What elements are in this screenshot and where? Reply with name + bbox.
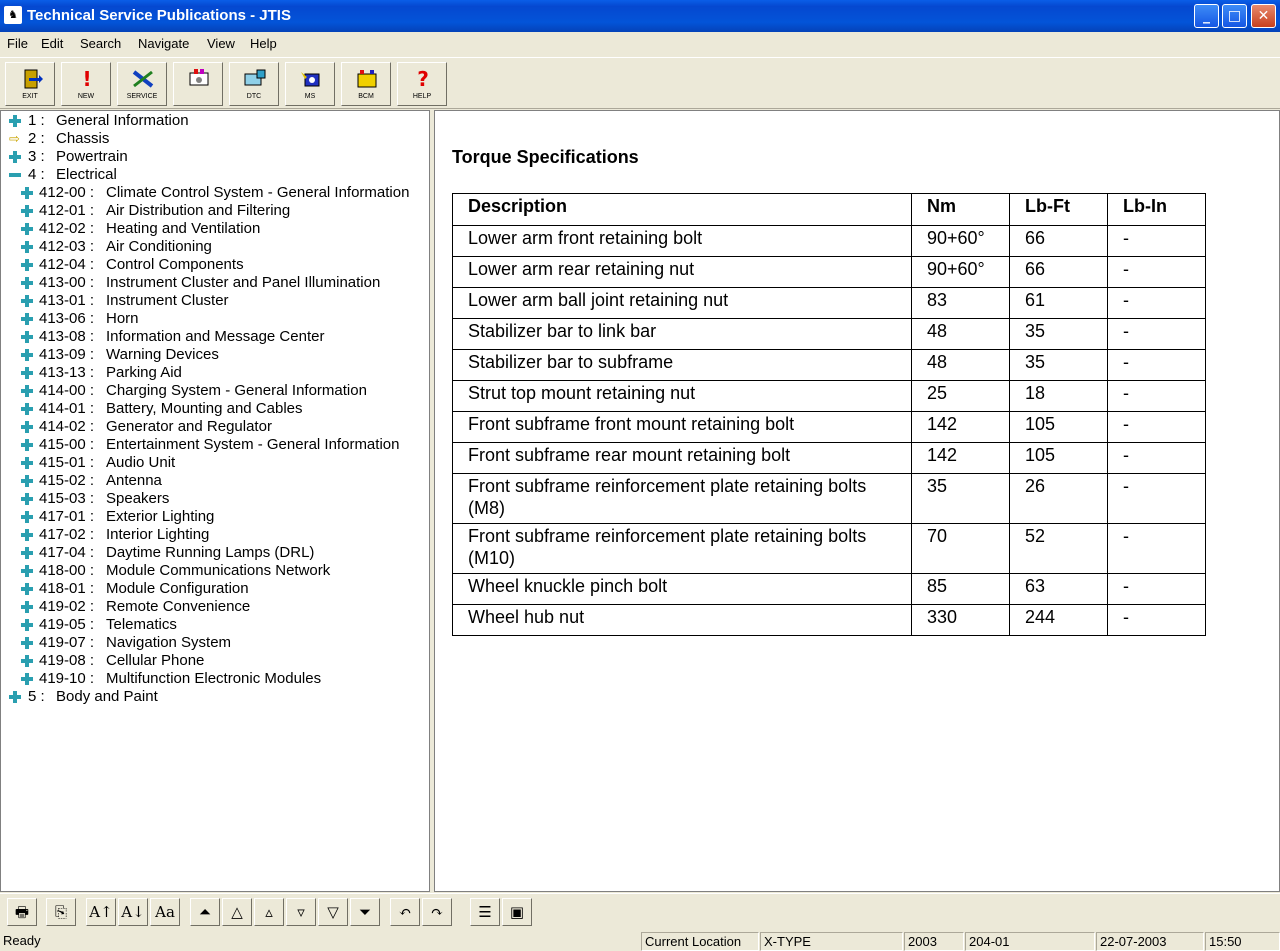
status-section: 204-01: [965, 932, 1095, 951]
tree-node-code: 413-06 :: [39, 310, 95, 327]
document-button[interactable]: [470, 898, 500, 926]
tree-node-child[interactable]: [1, 328, 429, 346]
cell-lbft: 244: [1010, 605, 1108, 636]
tree-node-label: Information and Message Center: [106, 328, 325, 345]
tree-node-label: Air Conditioning: [106, 238, 212, 255]
cell-description: Lower arm front retaining bolt: [453, 226, 912, 257]
cell-lbin: -: [1108, 412, 1206, 443]
dtc-scanner-icon: [243, 68, 267, 90]
back-icon: ↶: [398, 903, 412, 921]
ms-button[interactable]: [285, 62, 335, 106]
expand-plus-icon[interactable]: [21, 583, 33, 595]
cell-lbft: 63: [1010, 574, 1108, 605]
tree-node-label: Air Distribution and Filtering: [106, 202, 291, 219]
expand-plus-icon[interactable]: [21, 619, 33, 631]
engine-button[interactable]: [173, 62, 223, 106]
back-button[interactable]: [390, 898, 420, 926]
cell-nm: 48: [912, 319, 1010, 350]
tree-node-label: Daytime Running Lamps (DRL): [106, 544, 315, 561]
tree-node-root[interactable]: [1, 148, 429, 166]
tree-node-code: 419-05 :: [39, 616, 95, 633]
copy-icon: ⎘: [54, 903, 67, 921]
cell-nm: 142: [912, 443, 1010, 474]
expand-plus-icon[interactable]: [21, 259, 33, 271]
tree-node-code: 418-01 :: [39, 580, 95, 597]
status-bar: [0, 931, 1280, 951]
table-row: [453, 474, 1206, 524]
tree-node-code: 413-08 :: [39, 328, 95, 345]
expand-plus-icon[interactable]: [21, 493, 33, 505]
window-title: Technical Service Publications - JTIS: [27, 7, 291, 24]
expand-plus-icon[interactable]: [21, 385, 33, 397]
cell-nm: 25: [912, 381, 1010, 412]
tree-node-code: 415-02 :: [39, 472, 95, 489]
tree-node-child[interactable]: [1, 184, 429, 202]
forward-button[interactable]: [422, 898, 452, 926]
tree-node-code: 413-13 :: [39, 364, 95, 381]
toolbar-label-dtc: DTC: [246, 93, 262, 100]
tree-node-code: 2 :: [28, 130, 45, 147]
tree-node-label: Instrument Cluster: [106, 292, 229, 309]
tree-node-child[interactable]: [1, 652, 429, 670]
cell-description: Front subframe reinforcement plate retaining bolts (M10): [453, 524, 912, 574]
table-row: [453, 381, 1206, 412]
cell-description: Stabilizer bar to subframe: [453, 350, 912, 381]
cell-description: Stabilizer bar to link bar: [453, 319, 912, 350]
cell-nm: 330: [912, 605, 1010, 636]
expand-plus-icon[interactable]: [21, 367, 33, 379]
tree-node-label: Multifunction Electronic Modules: [106, 670, 322, 687]
cell-lbin: -: [1108, 574, 1206, 605]
cell-description: Front subframe reinforcement plate retaining bolts (M8): [453, 474, 912, 524]
cell-lbin: -: [1108, 350, 1206, 381]
tree-node-child[interactable]: [1, 220, 429, 238]
cell-lbft: 35: [1010, 319, 1108, 350]
tree-node-label: Entertainment System - General Information: [106, 436, 400, 453]
cell-lbft: 105: [1010, 412, 1108, 443]
table-row: [453, 257, 1206, 288]
selected-arrow-icon: ⇨: [9, 131, 20, 146]
navigation-tree[interactable]: [0, 110, 430, 892]
previous-topic-button[interactable]: [254, 898, 284, 926]
table-row: [453, 412, 1206, 443]
menu-help[interactable]: Help: [250, 36, 277, 51]
table-row: [453, 524, 1206, 574]
font-button[interactable]: [150, 898, 180, 926]
previous-section-button[interactable]: [222, 898, 252, 926]
status-location-label: Current Location: [641, 932, 759, 951]
tree-node-code: 414-00 :: [39, 382, 95, 399]
expand-plus-icon[interactable]: [21, 421, 33, 433]
font-increase-icon: A↑: [89, 903, 113, 921]
cell-lbft: 26: [1010, 474, 1108, 524]
tree-node-label: Generator and Regulator: [106, 418, 272, 435]
tree-node-child[interactable]: [1, 454, 429, 472]
next-section-button[interactable]: [318, 898, 348, 926]
expand-plus-icon[interactable]: [21, 187, 33, 199]
expand-plus-icon[interactable]: [21, 673, 33, 685]
tree-node-code: 419-08 :: [39, 652, 95, 669]
tree-node-label: Telematics: [106, 616, 177, 633]
dtc-button[interactable]: [229, 62, 279, 106]
oil-can-icon: [299, 68, 323, 90]
last-topic-button[interactable]: [350, 898, 380, 926]
menu-file[interactable]: File: [7, 36, 28, 51]
tree-node-child[interactable]: [1, 472, 429, 490]
tree-node-label: Exterior Lighting: [106, 508, 215, 525]
menu-search[interactable]: Search: [80, 36, 122, 51]
cell-lbft: 35: [1010, 350, 1108, 381]
document-title: Torque Specifications: [452, 147, 639, 167]
toolbar-label-bcm: BCM: [358, 93, 374, 100]
menu-view[interactable]: View: [207, 36, 235, 51]
tree-node-child[interactable]: [1, 382, 429, 400]
tree-node-child[interactable]: [1, 634, 429, 652]
cell-lbin: -: [1108, 524, 1206, 574]
status-date: 22-07-2003: [1096, 932, 1204, 951]
expand-plus-icon[interactable]: [21, 457, 33, 469]
next-section-icon: ▽: [327, 903, 339, 921]
tree-node-code: 419-10 :: [39, 670, 95, 687]
toolbar-label-new: NEW: [77, 93, 95, 100]
next-topic-icon: ▿: [297, 903, 305, 921]
tree-node-label: Instrument Cluster and Panel Illumination: [106, 274, 381, 291]
next-topic-button[interactable]: [286, 898, 316, 926]
tree-node-child[interactable]: [1, 544, 429, 562]
tree-node-label: Audio Unit: [106, 454, 176, 471]
tree-node-label: Interior Lighting: [106, 526, 210, 543]
tree-node-code: 415-03 :: [39, 490, 95, 507]
expand-plus-icon[interactable]: [21, 277, 33, 289]
tree-node-child[interactable]: [1, 562, 429, 580]
tree-node-child[interactable]: [1, 274, 429, 292]
wrench-icon: [131, 68, 155, 90]
service-button[interactable]: [117, 62, 167, 106]
column-header-description: Description: [453, 194, 912, 226]
help-button[interactable]: [397, 62, 447, 106]
font-icon: Aa: [155, 903, 175, 921]
cell-lbft: 66: [1010, 226, 1108, 257]
bottom-toolbar: [0, 893, 1280, 931]
tree-node-label: Control Components: [106, 256, 244, 273]
table-row: [453, 574, 1206, 605]
tree-node-code: 412-04 :: [39, 256, 95, 273]
cell-nm: 90+60°: [912, 226, 1010, 257]
cell-lbin: -: [1108, 443, 1206, 474]
tree-node-child[interactable]: [1, 346, 429, 364]
tree-node-label: General Information: [56, 112, 189, 129]
tree-node-code: 1 :: [28, 112, 45, 129]
table-row: [453, 443, 1206, 474]
expand-plus-icon[interactable]: [9, 691, 21, 703]
tree-node-child[interactable]: [1, 598, 429, 616]
tree-node-child[interactable]: [1, 256, 429, 274]
expand-plus-icon[interactable]: [21, 475, 33, 487]
menu-navigate[interactable]: Navigate: [138, 36, 190, 51]
tree-node-code: 412-02 :: [39, 220, 95, 237]
tree-node-child[interactable]: [1, 418, 429, 436]
tree-node-child[interactable]: [1, 238, 429, 256]
tree-node-child[interactable]: [1, 202, 429, 220]
tree-node-root[interactable]: [1, 166, 429, 184]
font-decrease-button[interactable]: [118, 898, 148, 926]
tree-node-child[interactable]: [1, 400, 429, 418]
tree-node-code: 419-07 :: [39, 634, 95, 651]
first-topic-icon: ⏶: [198, 903, 211, 921]
main-toolbar: [0, 57, 1280, 109]
tree-node-label: Electrical: [56, 166, 117, 183]
tree-node-child[interactable]: [1, 490, 429, 508]
cell-nm: 85: [912, 574, 1010, 605]
status-year: 2003: [904, 932, 964, 951]
tree-node-code: 417-01 :: [39, 508, 95, 525]
tree-node-root[interactable]: [1, 130, 429, 148]
tree-node-code: 412-00 :: [39, 184, 95, 201]
print-icon: 🖶: [14, 903, 30, 921]
tree-node-label: Speakers: [106, 490, 170, 507]
cell-nm: 83: [912, 288, 1010, 319]
cell-lbin: -: [1108, 257, 1206, 288]
toolbar-label-service: SERVICE: [126, 93, 158, 100]
expand-plus-icon[interactable]: [21, 439, 33, 451]
expand-plus-icon[interactable]: [21, 637, 33, 649]
tree-node-code: 413-01 :: [39, 292, 95, 309]
previous-topic-icon: ▵: [265, 903, 273, 921]
tree-node-label: Climate Control System - General Information: [106, 184, 410, 201]
expand-plus-icon[interactable]: [9, 151, 21, 163]
copy-button[interactable]: [46, 898, 76, 926]
cell-nm: 48: [912, 350, 1010, 381]
tree-node-code: 3 :: [28, 148, 45, 165]
cell-lbin: -: [1108, 319, 1206, 350]
expand-plus-icon[interactable]: [21, 295, 33, 307]
exclamation-icon: !: [82, 67, 92, 91]
tree-node-code: 415-00 :: [39, 436, 95, 453]
tree-node-label: Warning Devices: [106, 346, 219, 363]
tree-node-child[interactable]: [1, 670, 429, 688]
tree-node-code: 415-01 :: [39, 454, 95, 471]
toolbar-label-exit: EXIT: [22, 93, 38, 100]
cell-nm: 35: [912, 474, 1010, 524]
exit-button[interactable]: [5, 62, 55, 106]
tree-node-label: Body and Paint: [56, 688, 158, 705]
menu-bar: [0, 32, 1280, 56]
tree-node-label: Horn: [106, 310, 139, 327]
cell-lbft: 61: [1010, 288, 1108, 319]
status-time: 15:50: [1205, 932, 1280, 951]
tree-node-code: 419-02 :: [39, 598, 95, 615]
cell-nm: 90+60°: [912, 257, 1010, 288]
tree-node-code: 413-00 :: [39, 274, 95, 291]
tree-node-label: Battery, Mounting and Cables: [106, 400, 303, 417]
app-logo-icon: ♞: [4, 6, 22, 24]
new-button[interactable]: [61, 62, 111, 106]
last-topic-icon: ⏷: [358, 903, 371, 921]
expand-plus-icon[interactable]: [21, 565, 33, 577]
tree-node-code: 414-02 :: [39, 418, 95, 435]
tree-node-code: 417-02 :: [39, 526, 95, 543]
table-row: [453, 319, 1206, 350]
expand-plus-icon[interactable]: [21, 529, 33, 541]
tree-node-code: 412-03 :: [39, 238, 95, 255]
tree-node-child[interactable]: [1, 364, 429, 382]
engine-icon: [187, 68, 211, 90]
minimize-button[interactable]: _: [1194, 4, 1219, 28]
tree-node-child[interactable]: [1, 310, 429, 328]
forward-icon: ↷: [430, 903, 444, 921]
expand-plus-icon[interactable]: [21, 241, 33, 253]
cell-description: Wheel knuckle pinch bolt: [453, 574, 912, 605]
document-icon: ☰: [478, 903, 492, 921]
cell-description: Strut top mount retaining nut: [453, 381, 912, 412]
expand-plus-icon[interactable]: [21, 655, 33, 667]
toolbar-label-ms: MS: [304, 93, 316, 100]
document-pane: [434, 110, 1280, 892]
tree-node-code: 4 :: [28, 166, 45, 183]
table-row: [453, 350, 1206, 381]
expand-plus-icon[interactable]: [21, 349, 33, 361]
tree-node-label: Navigation System: [106, 634, 232, 651]
cell-lbin: -: [1108, 605, 1206, 636]
question-icon: ?: [417, 67, 429, 91]
collapse-minus-icon[interactable]: [9, 173, 21, 177]
cell-nm: 142: [912, 412, 1010, 443]
tree-node-child[interactable]: [1, 436, 429, 454]
cell-description: Wheel hub nut: [453, 605, 912, 636]
column-header-lbft: Lb-Ft: [1010, 194, 1108, 226]
print-button[interactable]: [7, 898, 37, 926]
cell-description: Front subframe rear mount retaining bolt: [453, 443, 912, 474]
font-decrease-icon: A↓: [121, 903, 145, 921]
table-header-row: [453, 194, 1206, 226]
expand-plus-icon[interactable]: [21, 547, 33, 559]
battery-icon: [355, 68, 379, 90]
tree-node-code: 418-00 :: [39, 562, 95, 579]
cell-lbin: -: [1108, 226, 1206, 257]
tree-node-label: Heating and Ventilation: [106, 220, 261, 237]
toolbar-label-help: HELP: [412, 93, 432, 100]
column-header-nm: Nm: [912, 194, 1010, 226]
tree-node-child[interactable]: [1, 292, 429, 310]
tree-node-child[interactable]: [1, 580, 429, 598]
expand-plus-icon[interactable]: [21, 205, 33, 217]
expand-plus-icon[interactable]: [9, 115, 21, 127]
tree-node-label: Charging System - General Information: [106, 382, 367, 399]
menu-edit[interactable]: Edit: [41, 36, 64, 51]
tree-node-label: Module Communications Network: [106, 562, 331, 579]
torque-specifications-table: [452, 193, 1206, 636]
column-header-lbin: Lb-In: [1108, 194, 1206, 226]
expand-plus-icon[interactable]: [21, 331, 33, 343]
table-row: [453, 226, 1206, 257]
status-message: Ready: [3, 933, 41, 948]
full-screen-button[interactable]: [502, 898, 532, 926]
tree-node-code: 413-09 :: [39, 346, 95, 363]
tree-node-label: Module Configuration: [106, 580, 249, 597]
tree-node-label: Cellular Phone: [106, 652, 205, 669]
previous-section-icon: △: [231, 903, 243, 921]
tree-node-code: 412-01 :: [39, 202, 95, 219]
tree-node-code: 5 :: [28, 688, 45, 705]
cell-lbin: -: [1108, 381, 1206, 412]
tree-node-code: 414-01 :: [39, 400, 95, 417]
tree-node-label: Antenna: [106, 472, 162, 489]
title-bar: [0, 0, 1280, 32]
tree-node-label: Parking Aid: [106, 364, 182, 381]
tree-node-code: 417-04 :: [39, 544, 95, 561]
expand-plus-icon[interactable]: [21, 403, 33, 415]
cell-lbft: 52: [1010, 524, 1108, 574]
bcm-button[interactable]: [341, 62, 391, 106]
cell-lbft: 105: [1010, 443, 1108, 474]
tree-node-label: Remote Convenience: [106, 598, 251, 615]
tree-node-label: Chassis: [56, 130, 110, 147]
first-topic-button[interactable]: [190, 898, 220, 926]
cell-lbin: -: [1108, 474, 1206, 524]
cell-lbft: 18: [1010, 381, 1108, 412]
tree-node-child[interactable]: [1, 526, 429, 544]
maximize-button[interactable]: □: [1222, 4, 1247, 28]
cell-lbft: 66: [1010, 257, 1108, 288]
status-model: X-TYPE: [760, 932, 903, 951]
table-row: [453, 288, 1206, 319]
cell-lbin: -: [1108, 288, 1206, 319]
expand-plus-icon[interactable]: [21, 223, 33, 235]
full-screen-icon: ▣: [509, 903, 525, 921]
cell-description: Front subframe front mount retaining bolt: [453, 412, 912, 443]
expand-plus-icon[interactable]: [21, 313, 33, 325]
cell-nm: 70: [912, 524, 1010, 574]
expand-plus-icon[interactable]: [21, 601, 33, 613]
tree-node-root[interactable]: [1, 112, 429, 130]
tree-node-child[interactable]: [1, 616, 429, 634]
cell-description: Lower arm ball joint retaining nut: [453, 288, 912, 319]
tree-node-label: Powertrain: [56, 148, 128, 165]
expand-plus-icon[interactable]: [21, 511, 33, 523]
table-row: [453, 605, 1206, 636]
tree-node-root[interactable]: [1, 688, 429, 706]
exit-door-icon: [19, 68, 43, 90]
cell-description: Lower arm rear retaining nut: [453, 257, 912, 288]
close-button[interactable]: ✕: [1251, 4, 1276, 28]
tree-node-child[interactable]: [1, 508, 429, 526]
font-increase-button[interactable]: [86, 898, 116, 926]
